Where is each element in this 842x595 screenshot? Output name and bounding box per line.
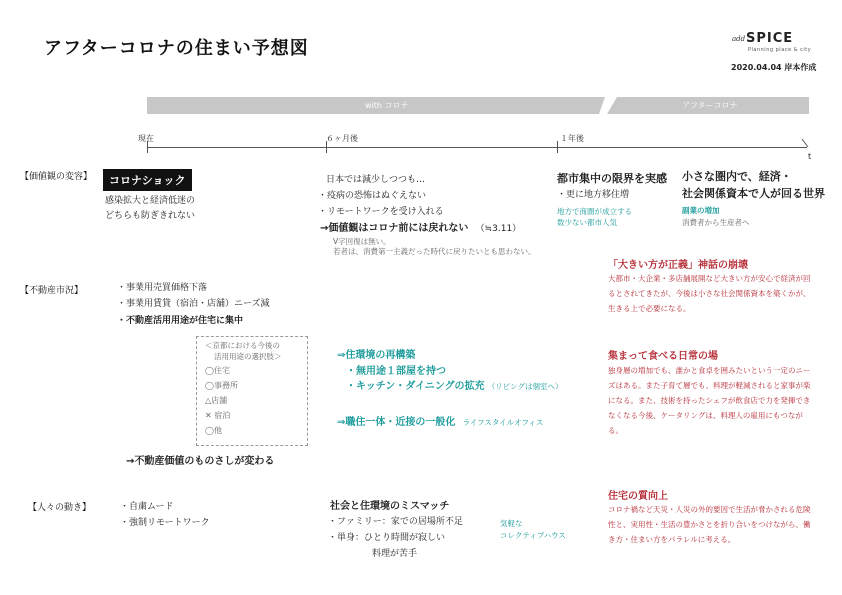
re-mid-key-note: ライフスタイルオフィス: [462, 418, 544, 427]
option-shop: △店舗: [205, 396, 228, 405]
m6-key: →価値観はコロナ前には戻れない: [320, 223, 469, 234]
right1-title: 「大きい方が正義」神話の崩壊: [608, 260, 748, 271]
m6-line-1: 日本では減少しつつも…: [326, 175, 426, 185]
re-mid-item-2-row: [346, 377, 563, 392]
row-label-values: 【価値観の変容】: [20, 172, 93, 182]
after-title-2: 社会関係資本で人が回る世界: [682, 187, 825, 200]
m6-line-2: ・疫病の恐怖はぬぐえない: [318, 191, 427, 201]
axis-arrow-icon: [800, 138, 814, 152]
re-mid-item-1: ・無用途１部屋を持つ: [346, 366, 446, 377]
re-mid-title: ⇒住環境の再構築: [337, 350, 416, 361]
options-title-1: ＜京都における今後の: [205, 341, 280, 350]
re-item-3: ・不動産活用用途が住宅に集中: [117, 316, 244, 326]
m6-key-row: [320, 219, 521, 234]
logo-tagline: Planning place & city: [748, 47, 812, 53]
after-title-1: 小さな圏内で、経済・: [682, 170, 792, 183]
re-mid-item-2-note: （リビングは個室へ）: [487, 382, 563, 391]
right1-body: 大都市・大企業・多店舗展開など大きい方が安心で経済が回るとされてきたが、今後は小さな社会関係資本を築くかが、生きる上で必要になる。: [608, 274, 811, 313]
re-mid-key: ⇒職住一体・近接の一般化: [337, 417, 456, 428]
spice-logo: [732, 30, 812, 60]
tick-label-1y: １年後: [560, 134, 584, 143]
right2-body: 独身層の増加でも、誰かと食卓を囲みたいという一定のニーズはある。また子育て層でも、料理が軽減されると家事が楽になる。また、技術を持ったシェフが飲食店で力を発揮できなくなる今後、ケータリングは、料理人の雇用にもつながる。: [608, 366, 811, 435]
y1-sub: ・更に地方移住増: [557, 190, 630, 200]
m6-note-1: V字回復は無い。: [333, 237, 391, 246]
option-housing: ◯住宅: [205, 366, 230, 375]
option-office: ◯事務所: [205, 381, 238, 390]
people-teal-1: 気軽な: [500, 519, 523, 528]
people-item-1: ・自粛ムード: [120, 502, 174, 512]
people-mid-item-3: 料理が苦手: [372, 549, 418, 559]
y1-teal-2: 数少ない都市人気: [557, 218, 617, 227]
now-line-1: 感染拡大と経済低迷の: [105, 196, 196, 206]
m6-note-2: 若者は、消費第一主義だった時代に戻りたいとも思わない。: [333, 247, 536, 256]
people-mid-item-2: ・単身：ひとり時間が寂しい: [328, 533, 446, 543]
m6-line-3: ・リモートワークを受け入れる: [318, 207, 444, 217]
y1-teal-1: 地方で商圏が成立する: [557, 207, 632, 216]
row-label-real-estate: 【不動産市況】: [20, 286, 84, 296]
re-mid-key-row: [337, 413, 543, 428]
re-mid-item-2: ・キッチン・ダイニングの拡充: [346, 381, 485, 392]
people-mid-item-1: ・ファミリー：家での居場所不足: [328, 517, 463, 527]
people-mid-title: 社会と住環境のミスマッチ: [330, 501, 450, 512]
people-item-2: ・強制リモートワーク: [120, 518, 210, 528]
options-title-2: 活用用途の選択肢＞: [214, 352, 282, 361]
corona-shock-badge: コロナショック: [103, 169, 192, 191]
m6-key-note: （≒3.11）: [475, 224, 522, 234]
re-conclusion: →不動産価値のものさしが変わる: [126, 456, 275, 467]
author-date: 2020.04.04 岸本作成: [731, 63, 817, 72]
logo-prefix: add: [732, 35, 746, 43]
page-title: アフターコロナの住まい予想図: [44, 38, 309, 59]
people-right-title: 住宅の質向上: [608, 491, 668, 502]
option-lodging: ✕ 宿泊: [205, 411, 231, 420]
axis-end-label: t: [808, 152, 812, 161]
re-item-1: ・事業用売買価格下落: [117, 283, 208, 293]
after-teal: 副業の増加: [682, 206, 720, 215]
after-corona-label: アフターコロナ: [682, 101, 738, 110]
tick-1y: [557, 141, 558, 153]
people-right-body: コロナ禍など天災・人災の外的要因で生活が脅かされる危険性と、実用性・生活の豊かさとを折り合いをつけながら、働き方・住まい方をパラレルに考える。: [608, 505, 811, 544]
with-corona-label: with コロナ: [365, 101, 409, 110]
logo-wordmark: SPICE: [746, 31, 794, 46]
y1-title: 都市集中の限界を実感: [557, 172, 667, 185]
option-other: ◯他: [205, 426, 222, 435]
after-gray: 消費者から生産者へ: [682, 218, 750, 227]
timeline-axis: [147, 147, 807, 148]
tick-label-6m: ６ヶ月後: [326, 134, 358, 143]
re-item-2: ・事業用賃貸（宿泊・店舗）ニーズ減: [117, 299, 270, 309]
tick-label-now: 現在: [138, 134, 154, 143]
now-line-2: どちらも防ぎきれない: [105, 211, 196, 221]
right2-title: 集まって食べる日常の場: [608, 351, 718, 362]
row-label-people: 【人々の動き】: [28, 503, 92, 513]
people-teal-2: コレクティブハウス: [500, 531, 566, 540]
